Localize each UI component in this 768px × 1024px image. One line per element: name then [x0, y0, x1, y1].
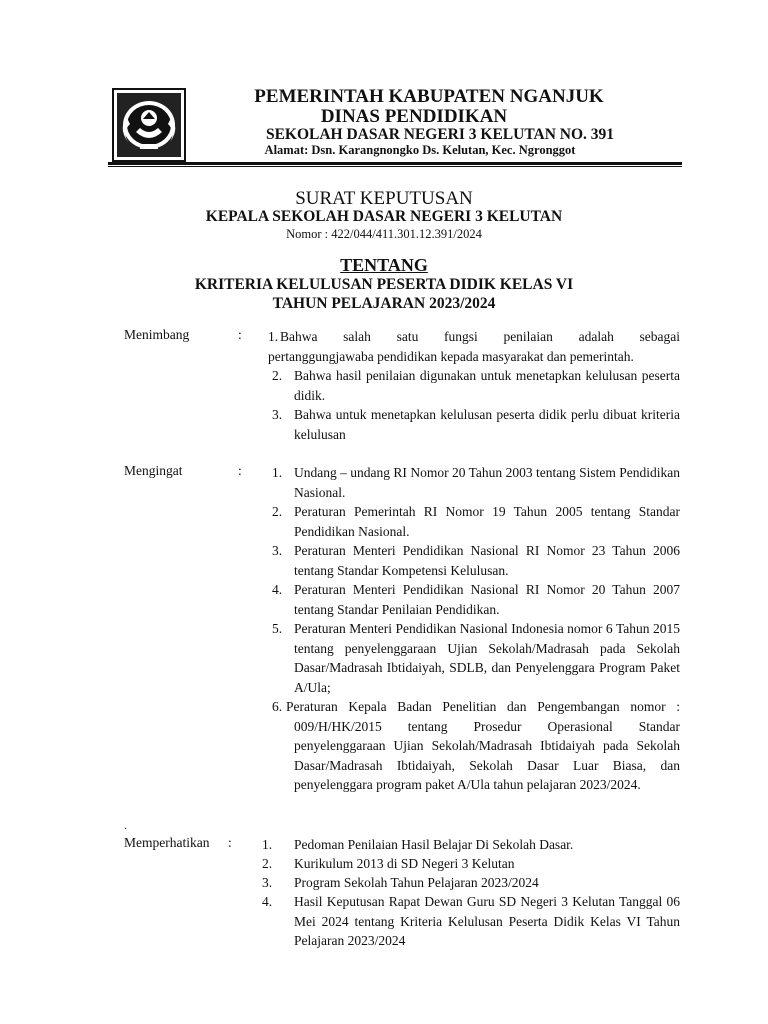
list-text: Peraturan Menteri Pendidikan Nasional Indonesia nomor 6 Tahun 2015 tentang penyelenggaraan Ujian Sekolah/Madrasah pada Sekolah Dasar/Madrasah Ibtidaiyah, SDLB, dan Penyelenggara Program Paket A/Ula; — [294, 621, 680, 695]
list-text: Peraturan Menteri Pendidikan Nasional RI Nomor 23 Tahun 2006 tentang Standar Kompetensi Kelulusan. — [294, 543, 680, 578]
letterhead-address: Alamat: Dsn. Karangnongko Ds. Kelutan, Kec. Ngronggot — [264, 143, 576, 157]
list-text: Undang – undang RI Nomor 20 Tahun 2003 tentang Sistem Pendidikan Nasional. — [294, 465, 680, 500]
list-text-continued: 009/H/HK/2015 tentang Prosedur Operasional Standar penyelenggaraan Ujian Sekolah/Madrasah Ibtidaiyah pada Sekolah Dasar/Madrasah Ibtidaiyah, Sekolah Dasar Luar Biasa, dan penyelenggara program paket A/Ula tahun pelajaran 2023/2024. — [294, 718, 680, 792]
list-text: Peraturan Pemerintah RI Nomor 19 Tahun 2005 tentang Standar Pendidikan Nasional. — [294, 504, 680, 539]
mengingat-item-2 — [272, 502, 680, 542]
list-number: 1. — [262, 837, 273, 852]
list-text: Hasil Keputusan Rapat Dewan Guru SD Negeri 3 Kelutan Tanggal 06 Mei 2024 tentang Kriteria Kelulusan Peserta Didik Kelas VI Tahun Pelajaran 2023/2024 — [294, 894, 697, 948]
menimbang-item-1 — [268, 327, 680, 367]
list-text: Peraturan Kepala Badan Penelitian dan Pengembangan nomor : — [286, 699, 680, 714]
list-number: 1. — [272, 465, 283, 480]
letterhead-rule-thick — [108, 162, 682, 165]
menimbang-colon: : — [238, 327, 242, 342]
mengingat-item-4 — [272, 580, 680, 620]
list-number: 2. — [272, 368, 283, 383]
letterhead-school: SEKOLAH DASAR NEGERI 3 KELUTAN NO. 391 — [265, 126, 615, 143]
decree-subject-line1: KRITERIA KELULUSAN PESERTA DIDIK KELAS VI — [194, 276, 574, 293]
mengingat-item-3 — [272, 541, 680, 581]
list-text: Program Sekolah Tahun Pelajaran 2023/2024 — [294, 875, 539, 890]
letterhead-agency: DINAS PENDIDIKAN — [320, 106, 508, 127]
decree-subtitle: KEPALA SEKOLAH DASAR NEGERI 3 KELUTAN — [205, 208, 563, 225]
list-number: 6. — [272, 699, 283, 714]
mengingat-label: Mengingat — [124, 463, 183, 478]
list-number: 2. — [272, 504, 283, 519]
menimbang-label: Menimbang — [124, 327, 190, 342]
list-number: 4. — [262, 894, 273, 909]
list-text-continued: pertanggungjawaba pendidikan kepada masyarakat dan pemerintah. — [268, 348, 634, 364]
menimbang-item-2 — [272, 366, 680, 406]
mengingat-item-5 — [272, 619, 680, 699]
decree-number: Nomor : 422/044/411.301.12.391/2024 — [286, 227, 482, 241]
memperhatikan-label: Memperhatikan — [124, 835, 210, 850]
mengingat-item-1 — [272, 463, 680, 503]
list-number: 3. — [272, 407, 283, 422]
list-text: Pedoman Penilaian Hasil Belajar Di Sekolah Dasar. — [294, 837, 574, 852]
list-number: 4. — [272, 582, 283, 597]
list-number: 5. — [272, 621, 283, 636]
decree-title: SURAT KEPUTUSAN — [295, 188, 473, 209]
separator-dot: . — [124, 818, 127, 832]
list-number: 1. — [268, 329, 279, 344]
memperhatikan-item-2 — [262, 854, 680, 874]
list-text: Bahwa salah satu fungsi penilaian adalah sebagai — [280, 329, 680, 344]
decree-subject-line2: TAHUN PELAJARAN 2023/2024 — [272, 295, 496, 312]
list-number: 3. — [272, 543, 283, 558]
list-text: Bahwa untuk menetapkan kelulusan peserta didik perlu dibuat kriteria kelulusan — [294, 407, 680, 442]
letterhead-rule-thin — [108, 166, 682, 167]
memperhatikan-item-4 — [262, 892, 697, 952]
letterhead-government: PEMERINTAH KABUPATEN NGANJUK — [254, 86, 604, 107]
list-text: Kurikulum 2013 di SD Negeri 3 Kelutan — [294, 856, 515, 871]
memperhatikan-colon: : — [228, 835, 232, 850]
mengingat-colon: : — [238, 463, 242, 478]
list-text: Peraturan Menteri Pendidikan Nasional RI Nomor 20 Tahun 2007 tentang Standar Penilaian Pendidikan. — [294, 582, 680, 617]
tentang-heading: TENTANG — [340, 255, 428, 275]
list-number: 3. — [262, 875, 273, 890]
memperhatikan-item-3 — [262, 873, 680, 893]
list-text: Bahwa hasil penilaian digunakan untuk menetapkan kelulusan peserta didik. — [294, 368, 680, 403]
mengingat-item-6 — [272, 697, 680, 817]
menimbang-item-3 — [272, 405, 680, 445]
list-number: 2. — [262, 856, 273, 871]
memperhatikan-item-1 — [262, 835, 680, 855]
